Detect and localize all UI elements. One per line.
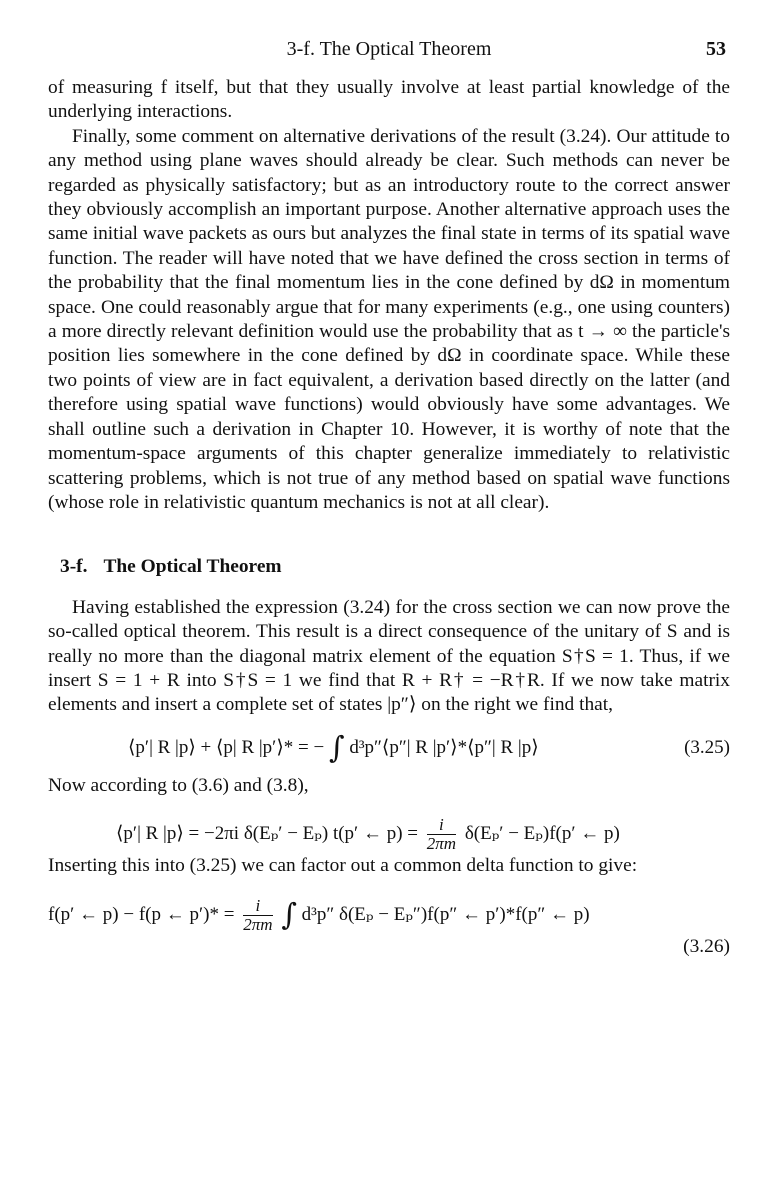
page-body bbox=[48, 76, 730, 959]
equation-body bbox=[48, 897, 730, 934]
section-heading bbox=[48, 555, 730, 579]
equation-rhs: d³p″ δ(Eₚ − Eₚ″)f(p″ ← p′)*f(p″ ← p) bbox=[301, 903, 590, 925]
equation-matrix-element bbox=[48, 806, 730, 852]
equation-lhs: ⟨p′| R |p⟩ = −2πi δ(Eₚ′ − Eₚ) t(p′ ← p) = bbox=[116, 823, 419, 845]
running-title: 3-f. The Optical Theorem bbox=[286, 38, 492, 60]
equation-3-26 bbox=[48, 887, 730, 933]
equation-lhs: f(p′ ← p) − f(p ← p′)* = bbox=[48, 903, 235, 925]
fraction-numerator: i bbox=[427, 816, 456, 835]
section-title: The Optical Theorem bbox=[103, 556, 282, 578]
fraction-denominator: 2πm bbox=[426, 834, 457, 854]
equation-body bbox=[48, 730, 778, 766]
equation-number: (3.25) bbox=[684, 736, 730, 758]
fraction-numerator: i bbox=[243, 897, 272, 916]
fraction-denominator: 2πm bbox=[243, 914, 273, 934]
equation-body bbox=[48, 816, 778, 853]
equation-number: (3.26) bbox=[683, 935, 730, 957]
equation-lhs: ⟨p′| R |p⟩ + ⟨p| R |p′⟩* = − bbox=[128, 736, 325, 758]
equation-3-25 bbox=[48, 726, 730, 772]
section-number: 3-f. bbox=[60, 556, 88, 578]
integral-sign: ∫ bbox=[281, 896, 297, 932]
paragraph: Having established the expression (3.24) for the cross section we can now prove the so-called optical theorem. This result is a direct consequence of the unitary of S and is really no more than the diagonal matrix element of the equation S†S = 1. Thus, if we insert S = 1 + R into S†S = 1 we find that R + R† = −R†R. If we now take matrix elements and insert a complete set of states |p″⟩ on the right we find that, bbox=[48, 596, 730, 716]
paragraph: Finally, some comment on alternative derivations of the result (3.24). Our attitude to any method using plane waves should already be clear. Such methods can never be regarded as physically satisfactory; but as an introductory route to the correct answer they obviously accomplish an important purpose. Another alternative approach uses the same initial wave packets as ours but analyzes the final state in terms of its spatial wave function. The reader will have noted that we have defined the cross section in terms of the probability that the final momentum lies in the cone defined by dΩ in momentum space. One could reasonably argue that for many experiments (e.g., one using counters) a more directly relevant definition would use the probability that as t → ∞ the particle's position lies somewhere in the cone defined by dΩ in coordinate space. While these two points of view are in fact equivalent, a derivation based directly on the latter (and therefore using spatial wave functions) would obviously have some advantages. We shall outline such a derivation in Chapter 10. However, it is worthy of note that the momentum-space arguments of this chapter generalize immediately to relativistic scattering problems, which is not true of any method based on spatial wave functions (whose role in relativistic quantum mechanics is not at all clear). bbox=[48, 125, 730, 513]
integral-sign: ∫ bbox=[328, 730, 345, 766]
paragraph: Now according to (3.6) and (3.8), bbox=[48, 774, 309, 796]
fraction bbox=[427, 816, 456, 853]
equation-rhs: d³p″⟨p″| R |p′⟩*⟨p″| R |p⟩ bbox=[349, 736, 539, 758]
paragraph: of measuring f itself, but that they usually involve at least partial knowledge of the underlying interactions. bbox=[48, 77, 730, 123]
equation-rhs: δ(Eₚ′ − Eₚ)f(p′ ← p) bbox=[464, 823, 620, 845]
page-number: 53 bbox=[706, 38, 726, 60]
fraction bbox=[243, 897, 272, 934]
paragraph: Inserting this into (3.25) we can factor out a common delta function to give: bbox=[48, 855, 638, 877]
running-header bbox=[0, 38, 778, 66]
